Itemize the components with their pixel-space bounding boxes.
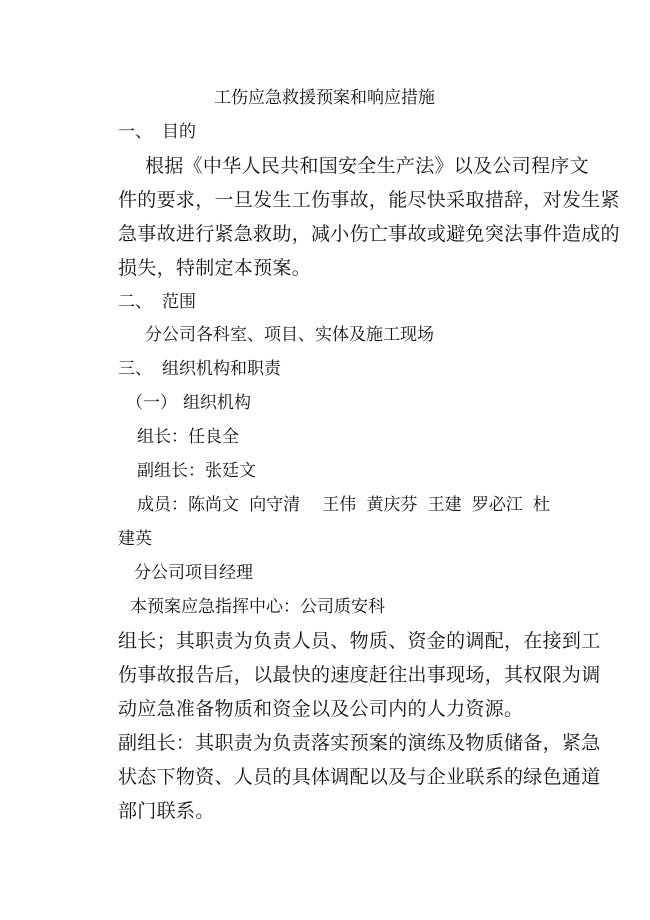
members-line (137, 494, 550, 516)
section-2-heading (118, 291, 196, 313)
member-name: 向守清 (249, 495, 301, 515)
section-1-heading (118, 121, 196, 143)
subsection-heading (126, 392, 251, 414)
members-label: 成员： (137, 495, 188, 515)
section-1-line-4: 损失，特制定本预案。 (118, 257, 312, 279)
section-1-line-1: 根据《中华人民共和国安全生产法》以及公司程序文 (145, 155, 589, 177)
section-1-number: 一、 (118, 122, 152, 142)
section-3-heading (118, 358, 281, 380)
project-manager-line: 分公司项目经理 (134, 563, 253, 583)
section-2-title: 范围 (162, 292, 196, 312)
leader-duty-line-1: 组长；其职责为负责人员、物质、资金的调配，在接到工 (118, 630, 601, 652)
deputy-line: 副组长：张廷文 (137, 461, 256, 481)
members-continued: 建英 (118, 529, 152, 549)
section-3-title: 组织机构和职责 (162, 359, 281, 379)
section-1-title: 目的 (162, 122, 196, 142)
section-1-line-3: 急事故进行紧急救助，减小伤亡事故或避免突法事件造成的 (118, 223, 620, 245)
member-name: 陈尚文 (188, 495, 239, 515)
command-center-line: 本预案应急指挥中心：公司质安科 (130, 597, 385, 617)
section-1-line-2: 件的要求，一旦发生工伤事故，能尽快采取措辞，对发生紧 (118, 189, 620, 211)
member-name: 黄庆芬 (366, 495, 418, 515)
member-name: 杜 (533, 495, 551, 515)
leader-duty-line-3: 动应急准备物质和资金以及公司内的人力资源。 (118, 698, 524, 720)
section-2-body: 分公司各科室、项目、实体及施工现场 (145, 325, 434, 345)
member-name: 王建 (427, 495, 462, 515)
deputy-duty-line-1: 副组长：其职责为负责落实预案的演练及物质储备，紧急 (118, 732, 601, 754)
leader-duty-line-2: 伤事故报告后，以最快的速度赶往出事现场，其权限为调 (118, 664, 601, 686)
member-name: 罗必江 (471, 495, 523, 515)
member-name: 王伟 (322, 495, 357, 515)
deputy-duty-line-2: 状态下物资、人员的具体调配以及与企业联系的绿色通道 (118, 766, 601, 788)
section-3-number: 三、 (118, 359, 152, 379)
document-title: 工伤应急救援预案和响应措施 (214, 88, 435, 108)
subsection-number: （一） (126, 393, 177, 413)
subsection-title: 组织机构 (183, 393, 251, 413)
section-2-number: 二、 (118, 292, 152, 312)
leader-line: 组长：任良全 (137, 427, 239, 447)
deputy-duty-line-3: 部门联系。 (118, 800, 215, 822)
